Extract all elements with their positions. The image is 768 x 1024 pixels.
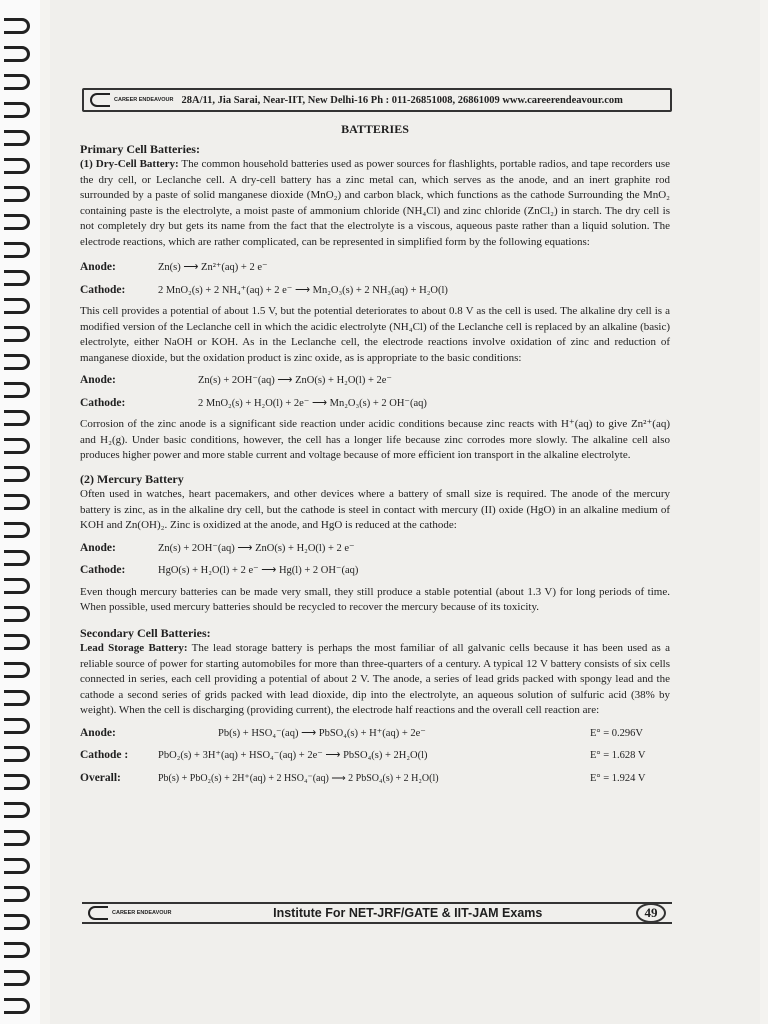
equation: PbO₂(s) + 3H⁺(aq) + HSO₄⁻(aq) + 2e⁻ ⟶ PbSO₄(s) + 2H₂O(l) — [158, 750, 428, 761]
binding-ring — [4, 914, 30, 930]
binding-ring — [4, 998, 30, 1014]
document-body — [80, 118, 670, 792]
secondary-heading: Secondary Cell Batteries: — [80, 625, 211, 640]
binding-ring — [4, 942, 30, 958]
page-footer — [82, 902, 672, 924]
equation-row — [80, 541, 670, 557]
equation-label: Anode: — [80, 374, 116, 386]
binding-ring — [4, 466, 30, 482]
equation-row — [80, 373, 670, 389]
binding-ring — [4, 494, 30, 510]
binding-ring — [4, 410, 30, 426]
lead-storage-paragraph — [80, 641, 670, 719]
dry-cell-paragraph — [80, 157, 670, 250]
binding-ring — [4, 186, 30, 202]
equation: 2 MnO₂(s) + H₂O(l) + 2e⁻ ⟶ Mn₂O₃(s) + 2 OH⁻(aq) — [198, 397, 427, 409]
logo-icon — [88, 906, 108, 920]
binding-ring — [4, 130, 30, 146]
equation-row — [80, 283, 670, 299]
mercury-heading: (2) Mercury Battery — [80, 471, 184, 486]
binding-ring — [4, 270, 30, 286]
binding-ring — [4, 634, 30, 650]
binding-ring — [4, 214, 30, 230]
electrode-potential: E° = 0.296V — [590, 727, 643, 739]
binding-ring — [4, 74, 30, 90]
binding-ring — [4, 326, 30, 342]
footer-logo — [88, 906, 172, 920]
binding-ring — [4, 858, 30, 874]
equation-label: Anode: — [80, 541, 116, 554]
header-address: 28A/11, Jia Sarai, Near-IIT, New Delhi-16 Ph : 011-26851008, 26861009 www.careerendeavour.com — [181, 94, 623, 106]
equation-row — [80, 260, 670, 276]
header-logo — [90, 93, 174, 107]
binding-ring — [4, 662, 30, 678]
alkaline-paragraph: This cell provides a potential of about 1.5 V, but the potential deteriorates to about 0.8 V as the cell is used. The alkaline dry cell is a modified version of the Leclanche cell in which the acidic electrolyte (NH₄Cl) of the Leclanche cell is replaced by an alkaline (basic) electrolyte, either NaOH or KOH. As in the Leclanche cell, the electrode reactions involve oxidation of zinc and reduction of manganese dioxide, but the oxidation product is zinc oxide, as is appropriate to the basic conditions: — [80, 305, 670, 364]
equation-row — [80, 771, 670, 787]
electrode-potential: E° = 1.628 V — [590, 750, 646, 761]
equation-label: Cathode : — [80, 749, 129, 761]
binding-ring — [4, 718, 30, 734]
binding-ring — [4, 18, 30, 34]
equation: HgO(s) + H₂O(l) + 2 e⁻ ⟶ Hg(l) + 2 OH⁻(aq) — [158, 565, 359, 576]
equation: Zn(s) + 2OH⁻(aq) ⟶ ZnO(s) + H₂O(l) + 2 e⁻ — [158, 542, 355, 554]
binding-ring — [4, 550, 30, 566]
equation: Zn(s) + 2OH⁻(aq) ⟶ ZnO(s) + H₂O(l) + 2e⁻ — [198, 375, 392, 386]
logo-text: CAREER ENDEAVOUR — [114, 97, 174, 103]
binding-ring — [4, 242, 30, 258]
equation-label: Anode: — [80, 261, 116, 273]
binding-ring — [4, 102, 30, 118]
binding-ring — [4, 970, 30, 986]
equation: Pb(s) + PbO₂(s) + 2H⁺(aq) + 2 HSO₄⁻(aq) ⟶ 2 PbSO₄(s) + 2 H₂O(l) — [158, 772, 439, 784]
lead-storage-text: The lead storage battery is perhaps the most familiar of all galvanic cells because it has been used as a reliable source of power for starting automobiles for more than three-quarters of a century. A typical 12 V battery consists of six cells connected in series, each cell providing a potential of about 2 V. The anode, a series of lead grids packed with spongy lead and the cathode a second series of grids packed with lead dioxide, dip into the electrolyte, an aqueous solution of sulfuric acid (38% by weight). When the cell is discharging (providing current), the electrode half reactions and the overall cell reaction are: — [80, 642, 670, 716]
equation-row — [80, 396, 670, 412]
binding-ring — [4, 690, 30, 706]
dry-cell-text: The common household batteries used as power sources for flashlights, portable radios, and tape recorders use the dry cell, or Leclanche cell. A dry-cell battery has a zinc metal can, which serves as the anode, and an inert graphite rod surrounded by a paste of solid manganese dioxide (MnO₂) and carbon black, which functions as the cathode Surrounding the MnO₂ containing paste is the electrolyte, a moist paste of ammonium chloride (NH₄Cl) and zinc chloride (ZnCl₂) in starch. The dry cell is not completely dry but gets its name from the fact that the electrolyte is a viscous, aqueous paste rather than a liquid solution. The electrode reactions, which are rather complicated, can be represented in simplified form by the following equations: — [80, 158, 670, 248]
equation-label: Anode: — [80, 726, 116, 739]
spiral-binding — [0, 0, 40, 1024]
page-number: 49 — [636, 903, 666, 923]
electrode-potential: E° = 1.924 V — [590, 772, 646, 784]
equation-row — [80, 726, 670, 742]
page-title: BATTERIES — [341, 122, 409, 136]
equation: Zn(s) ⟶ Zn²⁺(aq) + 2 e⁻ — [158, 262, 268, 273]
logo-text: CAREER ENDEAVOUR — [112, 910, 172, 916]
binding-ring — [4, 438, 30, 454]
binding-ring — [4, 774, 30, 790]
logo-icon — [90, 93, 110, 107]
page-header — [82, 88, 672, 112]
primary-heading: Primary Cell Batteries: — [80, 141, 200, 156]
equation-row — [80, 748, 670, 764]
binding-ring — [4, 802, 30, 818]
binding-ring — [4, 298, 30, 314]
binding-ring — [4, 578, 30, 594]
binding-ring — [4, 746, 30, 762]
mercury-paragraph-2: Even though mercury batteries can be made very small, they still produce a stable potential (about 1.3 V) for long periods of time. When possible, used mercury batteries should be recycled to recover the mercury because of its toxicity. — [80, 585, 670, 613]
binding-ring — [4, 606, 30, 622]
equation-label: Cathode: — [80, 396, 126, 409]
binding-ring — [4, 886, 30, 902]
equation-label: Cathode: — [80, 564, 126, 576]
binding-ring — [4, 830, 30, 846]
binding-ring — [4, 46, 30, 62]
equation-row — [80, 563, 670, 579]
equation-label: Cathode: — [80, 283, 126, 296]
mercury-paragraph: Often used in watches, heart pacemakers, and other devices where a battery of small size is required. The anode of the mercury battery is zinc, as in the alkaline dry cell, but the cathode is steel in contact with mercury (II) oxide (HgO) in an alkaline medium of KOH and Zn(OH)₂. Zinc is oxidized at the anode, and HgO is reduced at the cathode: — [80, 488, 670, 531]
binding-ring — [4, 354, 30, 370]
binding-ring — [4, 158, 30, 174]
corrosion-paragraph: Corrosion of the zinc anode is a significant side reaction under acidic conditions because zinc reacts with H⁺(aq) to give Zn²⁺(aq) and H₂(g). Under basic conditions, however, the cell has a longer life because zinc corrodes more slowly. The alkaline cell also produces higher power and more stable current and voltage because of more efficient ion transport in the alkaline electrolyte. — [80, 418, 670, 461]
footer-text: Institute For NET-JRF/GATE & IIT-JAM Exams — [273, 906, 543, 920]
equation: Pb(s) + HSO₄⁻(aq) ⟶ PbSO₄(s) + H⁺(aq) + 2e⁻ — [218, 727, 426, 739]
equation: 2 MnO₂(s) + 2 NH₄⁺(aq) + 2 e⁻ ⟶ Mn₂O₃(s) + 2 NH₃(aq) + H₂O(l) — [158, 284, 448, 296]
equation-label: Overall: — [80, 771, 121, 784]
binding-ring — [4, 522, 30, 538]
dry-cell-heading: (1) Dry-Cell Battery: — [80, 158, 179, 170]
binding-ring — [4, 382, 30, 398]
lead-storage-heading: Lead Storage Battery: — [80, 642, 188, 654]
